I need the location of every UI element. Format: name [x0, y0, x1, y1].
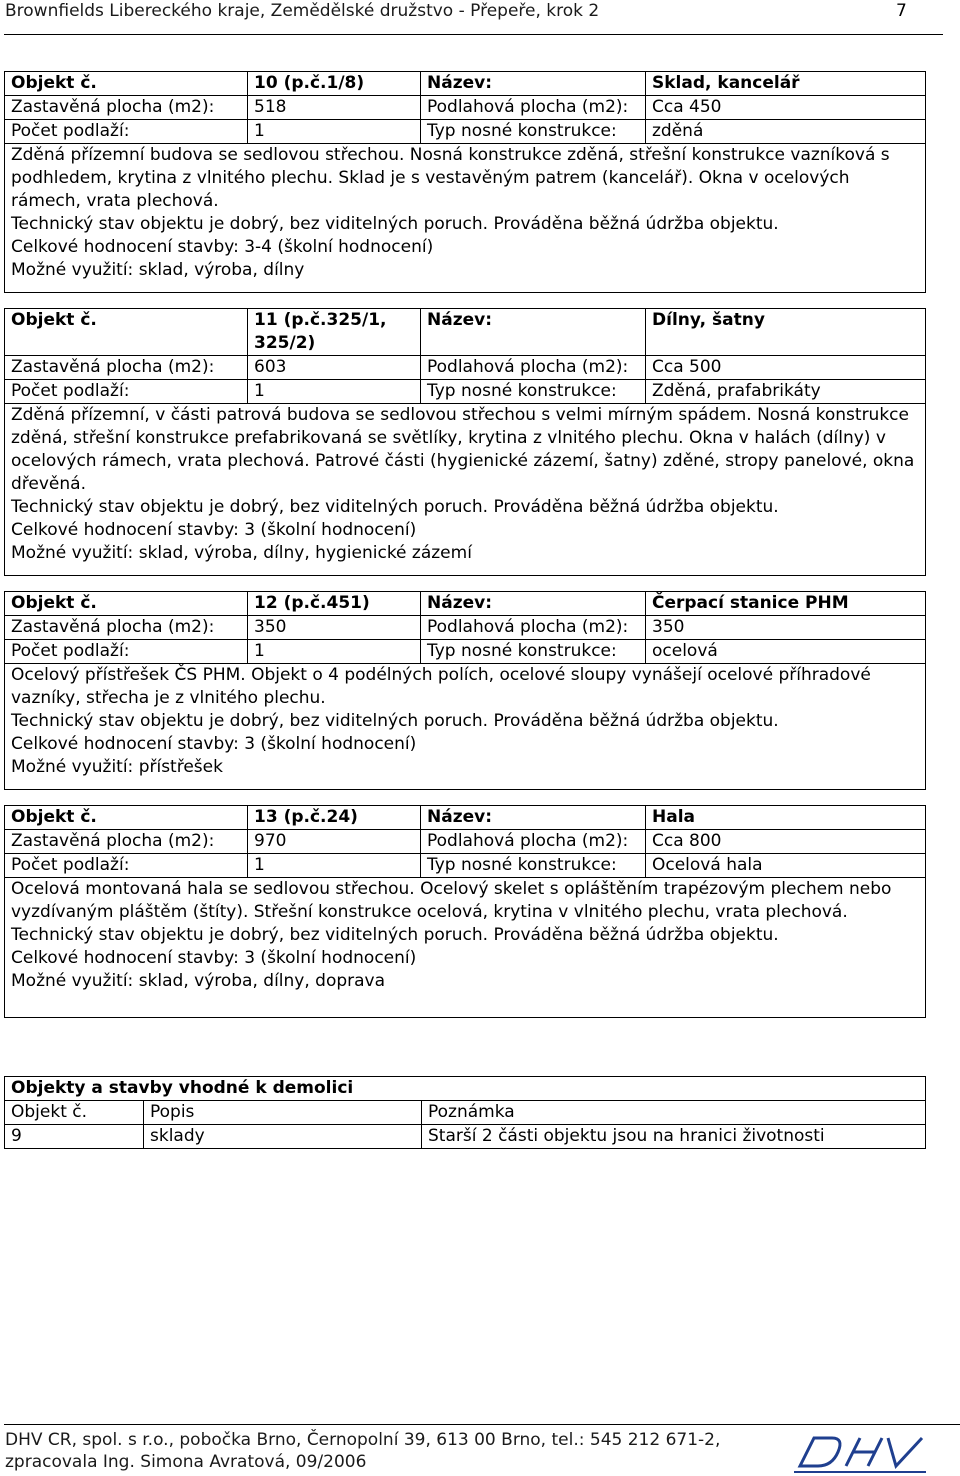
- floor-area-label: Podlahová plocha (m2):: [421, 356, 646, 380]
- built-area-label: Zastavěná plocha (m2):: [5, 96, 248, 120]
- possible-use: Možné využití: sklad, výroba, dílny, hygienické zázemí: [11, 543, 472, 563]
- floor-area-value: Cca 450: [646, 96, 926, 120]
- objekt-name: Čerpací stanice PHM: [646, 592, 926, 616]
- floors-value: 1: [248, 120, 421, 144]
- object-table-12: [4, 591, 926, 790]
- table-cell: sklady: [144, 1125, 422, 1149]
- floors-value: 1: [248, 640, 421, 664]
- construction-value: Zděná, prafabrikáty: [646, 380, 926, 404]
- built-area-label: Zastavěná plocha (m2):: [5, 830, 248, 854]
- demolition-title: Objekty a stavby vhodné k demolici: [5, 1077, 926, 1101]
- table-row: [5, 1125, 926, 1149]
- construction-label: Typ nosné konstrukce:: [421, 854, 646, 878]
- column-header: Popis: [144, 1101, 422, 1125]
- description-text: Zděná přízemní, v části patrová budova se sedlovou střechou s velmi mírným spádem. Nosná konstrukce zděná, střešní konstrukce prefabrikovaná se světlíky, krytina z vlnitého plechu. Okna v halách (dílny) v ocelových rámech, vrata plechová. Patrové části (hygienické zázemí, šatny) zděné, stropy panelové, okna dřevěná.: [11, 405, 915, 494]
- object-table-13: [4, 805, 926, 1018]
- built-area-value: 518: [248, 96, 421, 120]
- objekt-number: [248, 309, 421, 356]
- dhv-logo: [792, 1428, 932, 1476]
- overall-rating: Celkové hodnocení stavby: 3 (školní hodnocení): [11, 520, 417, 540]
- objekt-number: 12 (p.č.451): [248, 592, 421, 616]
- object-description: [5, 664, 926, 790]
- technical-state: Technický stav objektu je dobrý, bez viditelných poruch. Prováděna běžná údržba objektu.: [11, 925, 779, 945]
- floor-area-value: Cca 500: [646, 356, 926, 380]
- objekt-number: 10 (p.č.1/8): [248, 72, 421, 96]
- objekt-name: Hala: [646, 806, 926, 830]
- construction-value: Ocelová hala: [646, 854, 926, 878]
- floor-area-label: Podlahová plocha (m2):: [421, 96, 646, 120]
- floor-area-value: Cca 800: [646, 830, 926, 854]
- built-area-label: Zastavěná plocha (m2):: [5, 616, 248, 640]
- possible-use: Možné využití: přístřešek: [11, 757, 223, 777]
- table-header-row: [5, 1101, 926, 1125]
- logo-letter-d: [800, 1438, 840, 1466]
- objekt-label: Objekt č.: [5, 592, 248, 616]
- object-description: [5, 878, 926, 1018]
- footer-divider: [4, 1424, 960, 1425]
- construction-value: zděná: [646, 120, 926, 144]
- nazev-label: Název:: [421, 72, 646, 96]
- objekt-name: Dílny, šatny: [646, 309, 926, 356]
- description-text: Zděná přízemní budova se sedlovou střechou. Nosná konstrukce zděná, střešní konstrukce vazníková s podhledem, krytina z vlnitého plechu. Sklad je s vestavěným patrem (kancelář). Okna v ocelových rámech, vrata plechová.: [11, 145, 890, 211]
- construction-label: Typ nosné konstrukce:: [421, 120, 646, 144]
- objekt-label: Objekt č.: [5, 72, 248, 96]
- construction-value: ocelová: [646, 640, 926, 664]
- overall-rating: Celkové hodnocení stavby: 3 (školní hodnocení): [11, 734, 417, 754]
- floors-label: Počet podlaží:: [5, 120, 248, 144]
- floor-area-label: Podlahová plocha (m2):: [421, 830, 646, 854]
- objekt-label: Objekt č.: [5, 309, 248, 356]
- construction-label: Typ nosné konstrukce:: [421, 380, 646, 404]
- technical-state: Technický stav objektu je dobrý, bez viditelných poruch. Prováděna běžná údržba objektu.: [11, 711, 779, 731]
- table-cell: 9: [5, 1125, 144, 1149]
- technical-state: Technický stav objektu je dobrý, bez viditelných poruch. Prováděna běžná údržba objektu.: [11, 497, 779, 517]
- possible-use: Možné využití: sklad, výroba, dílny, doprava: [11, 971, 386, 991]
- possible-use: Možné využití: sklad, výroba, dílny: [11, 260, 305, 280]
- built-area-value: 970: [248, 830, 421, 854]
- object-table-11: [4, 308, 926, 576]
- floors-value: 1: [248, 854, 421, 878]
- object-description: [5, 144, 926, 293]
- floors-label: Počet podlaží:: [5, 854, 248, 878]
- floors-label: Počet podlaží:: [5, 640, 248, 664]
- object-description: [5, 404, 926, 576]
- built-area-label: Zastavěná plocha (m2):: [5, 356, 248, 380]
- page-number: 7: [896, 1, 907, 21]
- nazev-label: Název:: [421, 806, 646, 830]
- column-header: Objekt č.: [5, 1101, 144, 1125]
- objekt-name: Sklad, kancelář: [646, 72, 926, 96]
- objekt-number-line1: 11 (p.č.325/1,: [254, 310, 387, 330]
- logo-letter-h: [846, 1438, 882, 1466]
- nazev-label: Název:: [421, 592, 646, 616]
- technical-state: Technický stav objektu je dobrý, bez viditelných poruch. Prováděna běžná údržba objektu.: [11, 214, 779, 234]
- logo-letter-v: [888, 1438, 922, 1466]
- object-table-10: [4, 71, 926, 293]
- floor-area-value: 350: [646, 616, 926, 640]
- table-cell: Starší 2 části objektu jsou na hranici životnosti: [422, 1125, 926, 1149]
- footer-author: zpracovala Ing. Simona Avratová, 09/2006: [5, 1452, 367, 1472]
- description-text: Ocelová montovaná hala se sedlovou střechou. Ocelový skelet s opláštěním trapézovým plechem nebo vyzdívaným pláštěm (štíty). Střešní konstrukce ocelová, krytina v vlnitého plechu, vrata plechová.: [11, 879, 892, 922]
- construction-label: Typ nosné konstrukce:: [421, 640, 646, 664]
- floor-area-label: Podlahová plocha (m2):: [421, 616, 646, 640]
- header-divider: [4, 34, 943, 35]
- description-text: Ocelový přístřešek ČS PHM. Objekt o 4 podélných polích, ocelové sloupy vynášejí ocelové příhradové vazníky, střecha je z vlnitého plechu.: [11, 665, 871, 708]
- built-area-value: 350: [248, 616, 421, 640]
- page-header-title: Brownfields Libereckého kraje, Zemědělské družstvo - Přepeře, krok 2: [5, 1, 600, 21]
- nazev-label: Název:: [421, 309, 646, 356]
- floors-value: 1: [248, 380, 421, 404]
- column-header: Poznámka: [422, 1101, 926, 1125]
- floors-label: Počet podlaží:: [5, 380, 248, 404]
- footer-address: DHV CR, spol. s r.o., pobočka Brno, Černopolní 39, 613 00 Brno, tel.: 545 212 671-2,: [5, 1430, 721, 1450]
- overall-rating: Celkové hodnocení stavby: 3 (školní hodnocení): [11, 948, 417, 968]
- demolition-table: [4, 1076, 926, 1149]
- objekt-label: Objekt č.: [5, 806, 248, 830]
- objekt-number-line2: 325/2): [254, 333, 316, 353]
- overall-rating: Celkové hodnocení stavby: 3-4 (školní hodnocení): [11, 237, 434, 257]
- built-area-value: 603: [248, 356, 421, 380]
- objekt-number: 13 (p.č.24): [248, 806, 421, 830]
